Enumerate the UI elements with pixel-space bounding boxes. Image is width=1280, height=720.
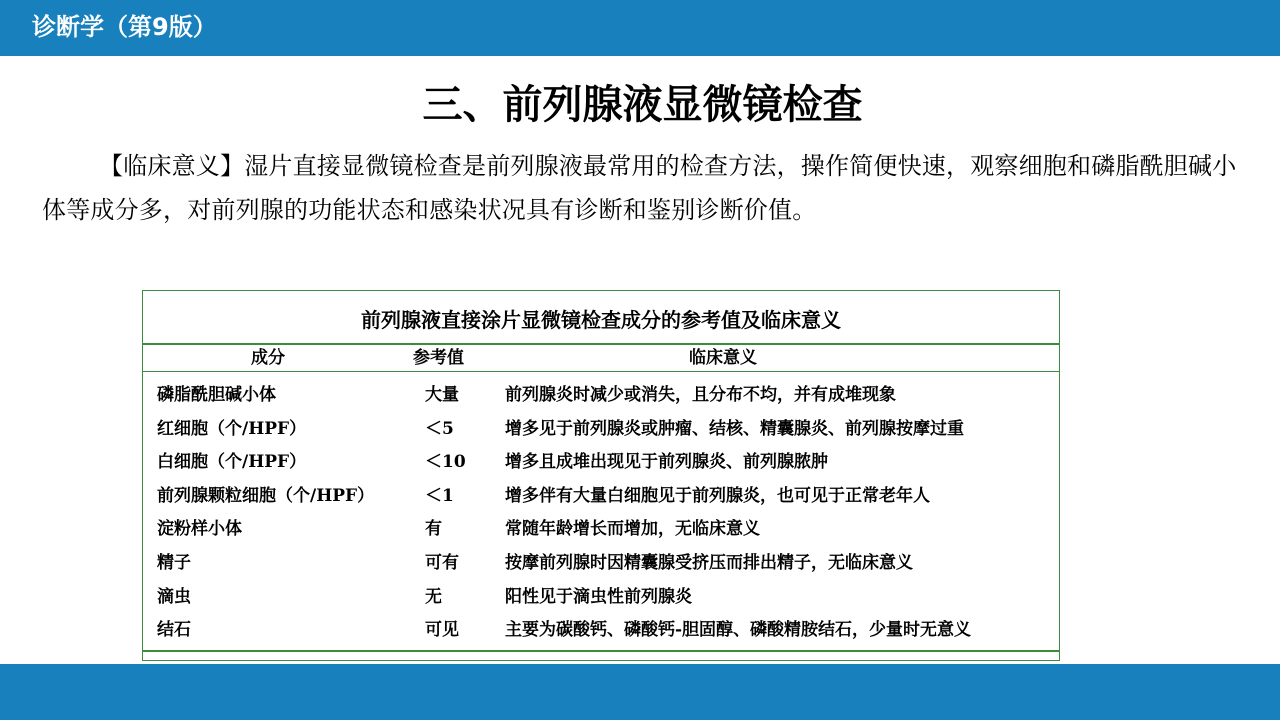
table-header [143, 345, 1059, 371]
cell-component: 磷脂酰胆碱小体 [157, 385, 276, 405]
cell-reference: 无 [425, 586, 442, 607]
cell-reference: 大量 [425, 385, 459, 405]
table-row [143, 581, 1059, 615]
cell-reference: 有 [425, 519, 442, 540]
bottom-banner [0, 664, 1280, 720]
cell-reference: 可有 [425, 552, 459, 573]
cell-meaning: 阳性见于滴虫性前列腺炎 [505, 586, 692, 607]
cell-meaning: 增多且成堆出现见于前列腺炎、前列腺脓肿 [505, 452, 828, 473]
cell-component: 滴虫 [157, 586, 191, 607]
cell-reference: ＜10 [425, 452, 466, 473]
table-caption: 前列腺液直接涂片显微镜检查成分的参考值及临床意义 [361, 308, 841, 332]
cell-meaning: 增多见于前列腺炎或肿瘤、结核、精囊腺炎、前列腺按摩过重 [505, 418, 964, 439]
cell-component: 结石 [157, 620, 191, 641]
table-row [143, 480, 1059, 514]
cell-component: 白细胞（个/HPF） [157, 452, 307, 473]
cell-meaning: 按摩前列腺时因精囊腺受挤压而排出精子，无临床意义 [505, 552, 913, 573]
table-row [143, 614, 1059, 648]
reference-table [142, 290, 1060, 661]
header-reference: 参考值 [413, 348, 464, 368]
cell-reference: ＜1 [425, 485, 454, 506]
top-banner [0, 0, 1280, 56]
table-row [143, 513, 1059, 547]
book-title: 诊断学（第9版） [32, 13, 217, 41]
cell-meaning: 前列腺炎时减少或消失，且分布不均，并有成堆现象 [505, 385, 896, 405]
cell-component: 红细胞（个/HPF） [157, 418, 307, 439]
header-component: 成分 [251, 348, 285, 368]
cell-meaning: 常随年龄增长而增加，无临床意义 [505, 519, 760, 540]
cell-meaning: 增多伴有大量白细胞见于前列腺炎，也可见于正常老年人 [505, 485, 930, 506]
cell-component: 淀粉样小体 [157, 519, 242, 540]
table-row [143, 446, 1059, 480]
cell-component: 精子 [157, 552, 191, 573]
cell-reference: ＜5 [425, 418, 454, 439]
table-bottom-rule [143, 650, 1059, 652]
slide-title: 三、前列腺液显微镜检查 [422, 82, 863, 128]
clinical-significance-paragraph: 【临床意义】湿片直接显微镜检查是前列腺液最常用的检查方法，操作简便快速，观察细胞和磷脂酰胆碱小体等成分多，对前列腺的功能状态和感染状况具有诊断和鉴别诊断价值。 [42, 152, 1237, 224]
table-row [143, 379, 1059, 413]
cell-reference: 可见 [425, 620, 459, 641]
cell-component: 前列腺颗粒细胞（个/HPF） [157, 485, 375, 506]
cell-meaning: 主要为碳酸钙、磷酸钙-胆固醇、磷酸精胺结石，少量时无意义 [505, 620, 972, 641]
table-body [143, 379, 1059, 648]
table-row [143, 547, 1059, 581]
header-meaning: 临床意义 [689, 348, 757, 368]
table-row [143, 413, 1059, 447]
table-header-rule [143, 371, 1059, 372]
